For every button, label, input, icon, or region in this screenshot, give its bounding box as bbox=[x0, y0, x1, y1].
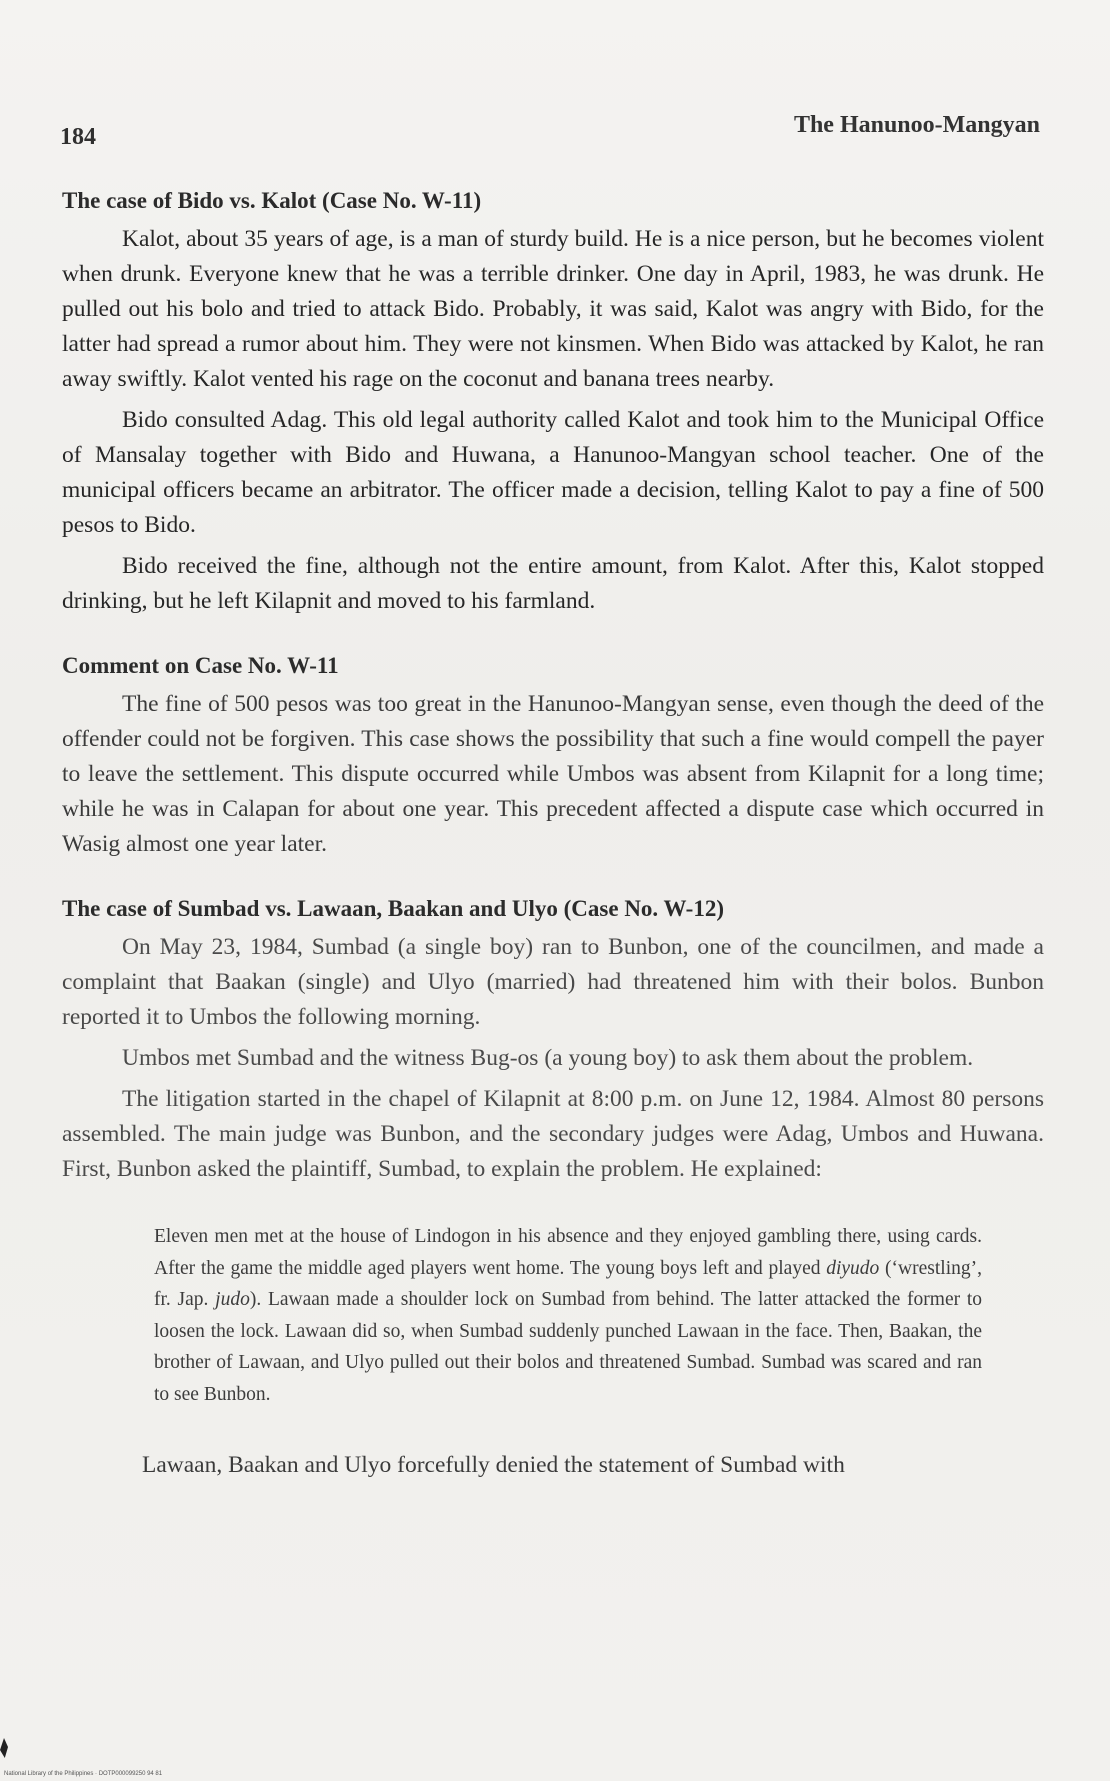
section-case-w11 bbox=[62, 188, 1044, 619]
section-heading: The case of Sumbad vs. Lawaan, Baakan and Ulyo (Case No. W-12) bbox=[62, 896, 724, 921]
paragraph: Umbos met Sumbad and the witness Bug-os (a young boy) to ask them about the problem. bbox=[122, 1045, 974, 1071]
quote-text: Eleven men met at the house of Lindogon in his absence and they enjoyed gambling there, using cards. After the game the middle aged players went home. The young boys left and played bbox=[154, 1226, 982, 1279]
page-number: 184 bbox=[60, 124, 96, 150]
section-heading: Comment on Case No. W-11 bbox=[62, 653, 339, 678]
section-case-w12 bbox=[62, 896, 1044, 1187]
quote-term: judo bbox=[215, 1289, 250, 1310]
final-paragraph: Lawaan, Baakan and Ulyo forcefully denied the statement of Sumbad with bbox=[142, 1452, 845, 1478]
quote-text: (‘wrestling’, fr. Jap. bbox=[154, 1257, 982, 1310]
scan-mark bbox=[0, 1738, 8, 1758]
paragraph: The litigation started in the chapel of Kilapnit at 8:00 p.m. on June 12, 1984. Almost 80 persons assembled. The main judge was Bunbon, and the secondary judges were Adag, Umbos and Huwana. First, Bunbon asked the plaintiff, Sumbad, to explain the problem. He explained: bbox=[62, 1086, 1044, 1182]
section-heading: The case of Bido vs. Kalot (Case No. W-11) bbox=[62, 188, 482, 213]
paragraph: The fine of 500 pesos was too great in the Hanunoo-Mangyan sense, even though the deed of the offender could not be forgiven. This case shows the possibility that such a fine would compell the payer to leave the settlement. This dispute occurred while Umbos was absent from Kilapnit for a long time; while he was in Calapan for about one year. This precedent affected a dispute case which occurred in Wasig almost one year later. bbox=[62, 691, 1044, 857]
paragraph: Bido consulted Adag. This old legal authority called Kalot and took him to the Municipal Office of Mansalay together with Bido and Huwana, a Hanunoo-Mangyan school teacher. One of the municipal officers became an arbitrator. The officer made a decision, telling Kalot to pay a fine of 500 pesos to Bido. bbox=[62, 407, 1044, 538]
paragraph: Kalot, about 35 years of age, is a man of sturdy build. He is a nice person, but he becomes violent when drunk. Everyone knew that he was a terrible drinker. One day in April, 1983, he was drunk. He pulled out his bolo and tried to attack Bido. Probably, it was said, Kalot was angry with Bido, for the latter had spread a rumor about him. They were not kinsmen. When Bido was attacked by Kalot, he ran away swiftly. Kalot vented his rage on the coconut and banana trees nearby. bbox=[62, 226, 1044, 392]
quote-text: ). Lawaan made a shoulder lock on Sumbad from behind. The latter attacked the former to loosen the lock. Lawaan did so, when Sumbad suddenly punched Lawaan in the face. Then, Baakan, the brother of Lawaan, and Ulyo pulled out their bolos and threatened Sumbad. Sumbad was scared and ran to see Bunbon. bbox=[154, 1289, 983, 1405]
block-quote bbox=[154, 1221, 982, 1410]
paragraph: Bido received the fine, although not the entire amount, from Kalot. After this, Kalot stopped drinking, but he left Kilapnit and moved to his farmland. bbox=[62, 553, 1044, 614]
page-header bbox=[60, 112, 1040, 152]
scan-footer: National Library of the Philippines · DOTP000099250 94 81 bbox=[4, 1771, 163, 1777]
page-content bbox=[62, 188, 1044, 1489]
quote-term: diyudo bbox=[826, 1257, 880, 1279]
paragraph: On May 23, 1984, Sumbad (a single boy) ran to Bunbon, one of the councilmen, and made a complaint that Baakan (single) and Ulyo (married) had threatened him with their bolos. Bunbon reported it to Umbos the following morning. bbox=[62, 934, 1044, 1030]
section-comment-w11 bbox=[62, 653, 1044, 862]
running-head: The Hanunoo-Mangyan bbox=[793, 112, 1040, 138]
